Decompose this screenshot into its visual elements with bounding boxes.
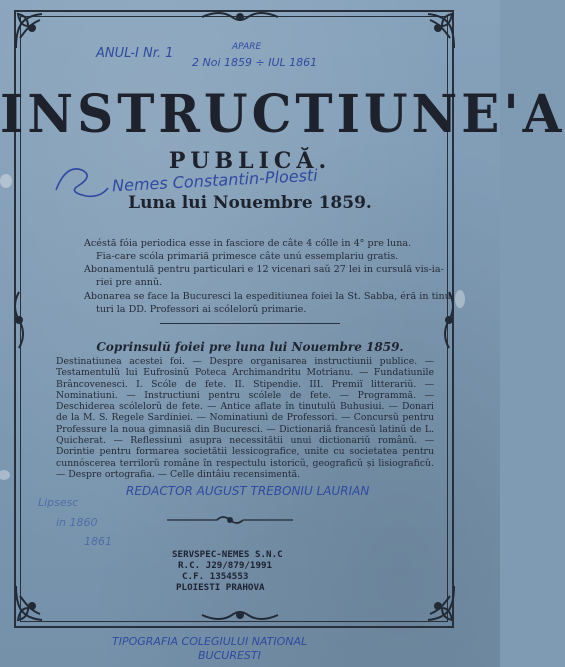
corner-ornament-bottom-right (412, 580, 458, 626)
corner-ornament-bottom-left (12, 580, 58, 626)
stamp-line: SERVSPEC-NEMES S.N.C (172, 549, 283, 560)
divider (160, 323, 340, 324)
handwritten-side-note: in 1860 (56, 516, 98, 529)
handwritten-printer: TIPOGRAFIA COLEGIULUI NATIONAL (112, 635, 308, 648)
intro-line: Abonarea se face la Bucuresci la espeditiunea foiei la St. Sabba, éră in tinu- (84, 291, 455, 302)
handwritten-side-note: 1861 (84, 535, 112, 548)
handwritten-issue-note: ANUL-I Nr. 1 (96, 46, 174, 61)
issue-date: Luna lui Nouembre 1859. (128, 193, 372, 213)
stamp-line: R.C. J29/879/1991 (178, 560, 273, 571)
bottom-center-ornament (200, 606, 280, 624)
section-ornament (165, 513, 295, 527)
handwritten-city: BUCURESTI (198, 649, 261, 662)
stamp-line: PLOIESTI PRAHOVA (176, 582, 265, 593)
masthead-subtitle: PUBLICĂ. (168, 148, 332, 174)
handwritten-date-range: 2 Noi 1859 ÷ IUL 1861 (192, 56, 318, 69)
intro-line: riei pre annŭ. (96, 277, 163, 288)
intro-line: Acéstă fóia periodica esse in fasciore de câte 4 cólle in 4° pre luna. (84, 238, 412, 249)
handwritten-editor: REDACTOR AUGUST TREBONIU LAURIAN (126, 484, 370, 498)
handwritten-appears-note: APARE (232, 42, 262, 52)
corner-ornament-top-left (12, 8, 58, 54)
intro-line: turi la DD. Professori ai scólelorŭ primarie. (96, 304, 307, 315)
paper-tear (0, 470, 10, 480)
paper-tear (0, 174, 12, 188)
top-center-ornament (200, 8, 280, 26)
intro-line: Abonamentulă pentru particulari e 12 vicenari saŭ 27 lei in cursulă vis-ia- (84, 264, 444, 275)
stamp-line: C.F. 1354553 (182, 571, 249, 582)
contents-heading: Coprinsulŭ foiei pre luna lui Nouembre 1859. (96, 340, 404, 354)
handwritten-owner-note: Nemes Constantin-Ploesti (111, 165, 319, 196)
handwritten-side-note: Lipsesc (38, 496, 79, 509)
corner-ornament-top-right (412, 8, 458, 54)
intro-line: Fia-care scóla primariă primesce câte unú essemplariu gratis. (96, 251, 399, 262)
masthead-title: INSTRUCTIUNE'A (0, 82, 565, 145)
contents-text: Destinatiunea acestei foi. — Despre organisarea instructiunii publice. — Testamentulŭ lui Eufrosinŭ Poteca Archimandritu Motrianu. — Fundatiunile Brâncovenesci. I. Scóle de fete. II. Stipendie. III. Premiï litterariŭ. — Nominatiuni. — Instructiuni pentru scólele de fete. — Programmă. — Deschiderea scólelorŭ de fete. — Antice aflate în tinutulŭ Buhusiui. — Donari de la M. S. Regele Sardiniei. — Nominatiunì de Professori. — Concursŭ pentru Professure la noua gimnasiă din Bucuresci. — Dictionariă francesŭ latinŭ de L. Quicherat. — Reflessiunì asupra necessitătii unui dictionariŭ românŭ. — Dorintie pentru formarea societătii lessicografice, unite cu societatea pentru cunnóscerea terrilorŭ române în respectulu istoricŭ, geograficŭ și lisiograficŭ. — Despre ortografia. — Celle dintâiu recensimentă. (56, 356, 434, 480)
